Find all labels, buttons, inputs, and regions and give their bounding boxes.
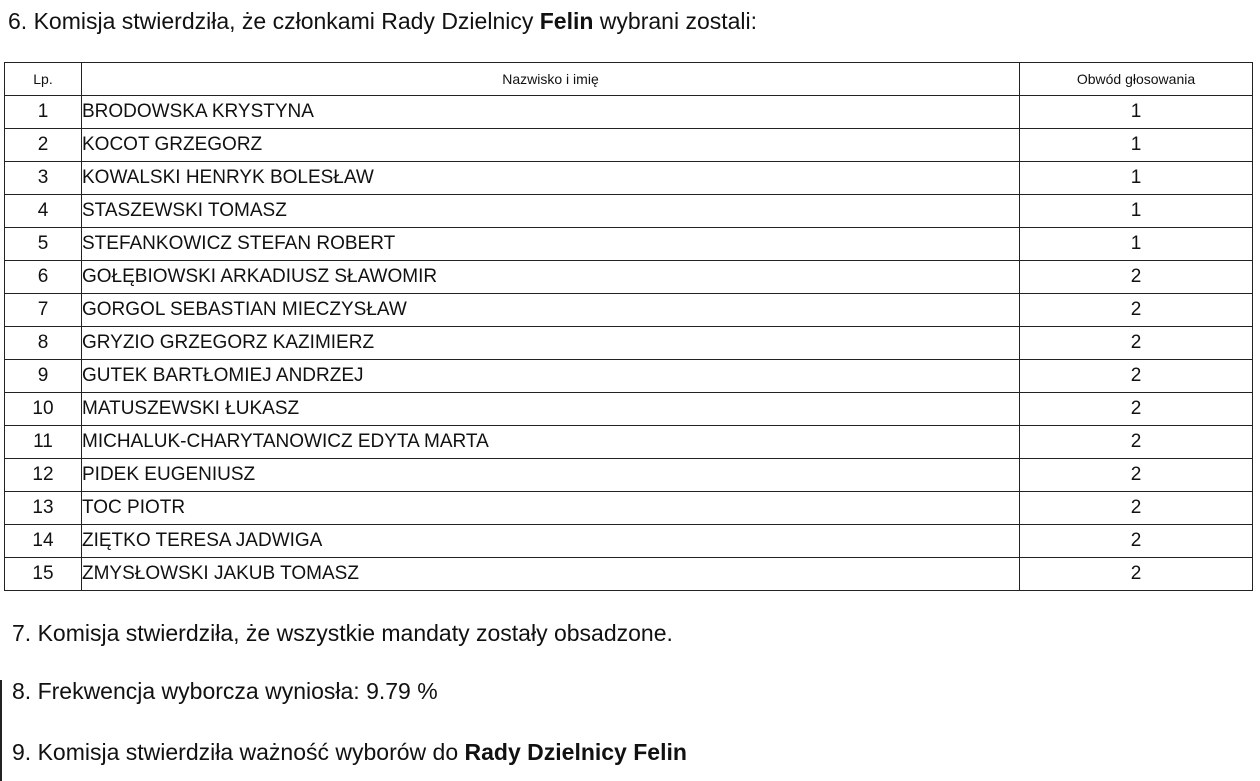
table-row: [5, 360, 1253, 393]
row-district: 1: [1020, 162, 1253, 195]
row-name: KOCOT GRZEGORZ: [82, 129, 1020, 162]
header-lp: Lp.: [5, 63, 82, 96]
row-name: GORGOL SEBASTIAN MIECZYSŁAW: [82, 294, 1020, 327]
row-lp: 15: [5, 558, 82, 591]
members-table: [4, 62, 1253, 591]
row-lp: 9: [5, 360, 82, 393]
row-district: 2: [1020, 492, 1253, 525]
row-district: 2: [1020, 294, 1253, 327]
row-lp: 10: [5, 393, 82, 426]
section-6-heading: [8, 6, 757, 36]
row-district: 1: [1020, 195, 1253, 228]
row-lp: 2: [5, 129, 82, 162]
row-lp: 14: [5, 525, 82, 558]
row-lp: 5: [5, 228, 82, 261]
table-row: [5, 129, 1253, 162]
row-name: ZIĘTKO TERESA JADWIGA: [82, 525, 1020, 558]
row-lp: 4: [5, 195, 82, 228]
row-district: 2: [1020, 360, 1253, 393]
section-6-heading-suffix: wybrani zostali:: [593, 8, 758, 34]
table-row: [5, 558, 1253, 591]
row-lp: 11: [5, 426, 82, 459]
row-lp: 3: [5, 162, 82, 195]
header-district: Obwód głosowania: [1020, 63, 1253, 96]
row-district: 2: [1020, 327, 1253, 360]
row-name: KOWALSKI HENRYK BOLESŁAW: [82, 162, 1020, 195]
table-row: [5, 327, 1253, 360]
row-district: 2: [1020, 525, 1253, 558]
row-lp: 8: [5, 327, 82, 360]
table-header-row: [5, 63, 1253, 96]
table-row: [5, 96, 1253, 129]
members-table-body: [5, 96, 1253, 591]
row-lp: 13: [5, 492, 82, 525]
row-lp: 6: [5, 261, 82, 294]
table-row: [5, 228, 1253, 261]
margin-line: [0, 680, 2, 781]
row-name: ZMYSŁOWSKI JAKUB TOMASZ: [82, 558, 1020, 591]
table-row: [5, 162, 1253, 195]
row-district: 2: [1020, 393, 1253, 426]
table-row: [5, 525, 1253, 558]
row-lp: 12: [5, 459, 82, 492]
section-7-text: 7. Komisja stwierdziła, że wszystkie mandaty zostały obsadzone.: [12, 620, 673, 646]
row-name: STEFANKOWICZ STEFAN ROBERT: [82, 228, 1020, 261]
section-9-text: [12, 737, 687, 767]
row-name: STASZEWSKI TOMASZ: [82, 195, 1020, 228]
section-6-heading-prefix: 6. Komisja stwierdziła, że członkami Rady Dzielnicy: [8, 8, 540, 34]
table-row: [5, 261, 1253, 294]
header-name: Nazwisko i imię: [82, 63, 1020, 96]
row-name: BRODOWSKA KRYSTYNA: [82, 96, 1020, 129]
section-8-text: 8. Frekwencja wyborcza wyniosła: 9.79 %: [12, 678, 438, 704]
row-name: MICHALUK-CHARYTANOWICZ EDYTA MARTA: [82, 426, 1020, 459]
row-district: 2: [1020, 261, 1253, 294]
row-name: GRYZIO GRZEGORZ KAZIMIERZ: [82, 327, 1020, 360]
section-9-prefix: 9. Komisja stwierdziła ważność wyborów do: [12, 739, 465, 765]
row-lp: 7: [5, 294, 82, 327]
table-row: [5, 459, 1253, 492]
row-name: MATUSZEWSKI ŁUKASZ: [82, 393, 1020, 426]
section-6-heading-district: Felin: [539, 8, 594, 34]
row-district: 2: [1020, 558, 1253, 591]
table-row: [5, 426, 1253, 459]
row-district: 1: [1020, 129, 1253, 162]
table-row: [5, 393, 1253, 426]
row-district: 2: [1020, 426, 1253, 459]
row-name: PIDEK EUGENIUSZ: [82, 459, 1020, 492]
table-row: [5, 492, 1253, 525]
table-row: [5, 294, 1253, 327]
row-name: GUTEK BARTŁOMIEJ ANDRZEJ: [82, 360, 1020, 393]
section-9-council: Rady Dzielnicy Felin: [464, 739, 687, 765]
row-name: GOŁĘBIOWSKI ARKADIUSZ SŁAWOMIR: [82, 261, 1020, 294]
row-district: 1: [1020, 228, 1253, 261]
table-row: [5, 195, 1253, 228]
row-district: 1: [1020, 96, 1253, 129]
row-district: 2: [1020, 459, 1253, 492]
row-lp: 1: [5, 96, 82, 129]
row-name: TOC PIOTR: [82, 492, 1020, 525]
